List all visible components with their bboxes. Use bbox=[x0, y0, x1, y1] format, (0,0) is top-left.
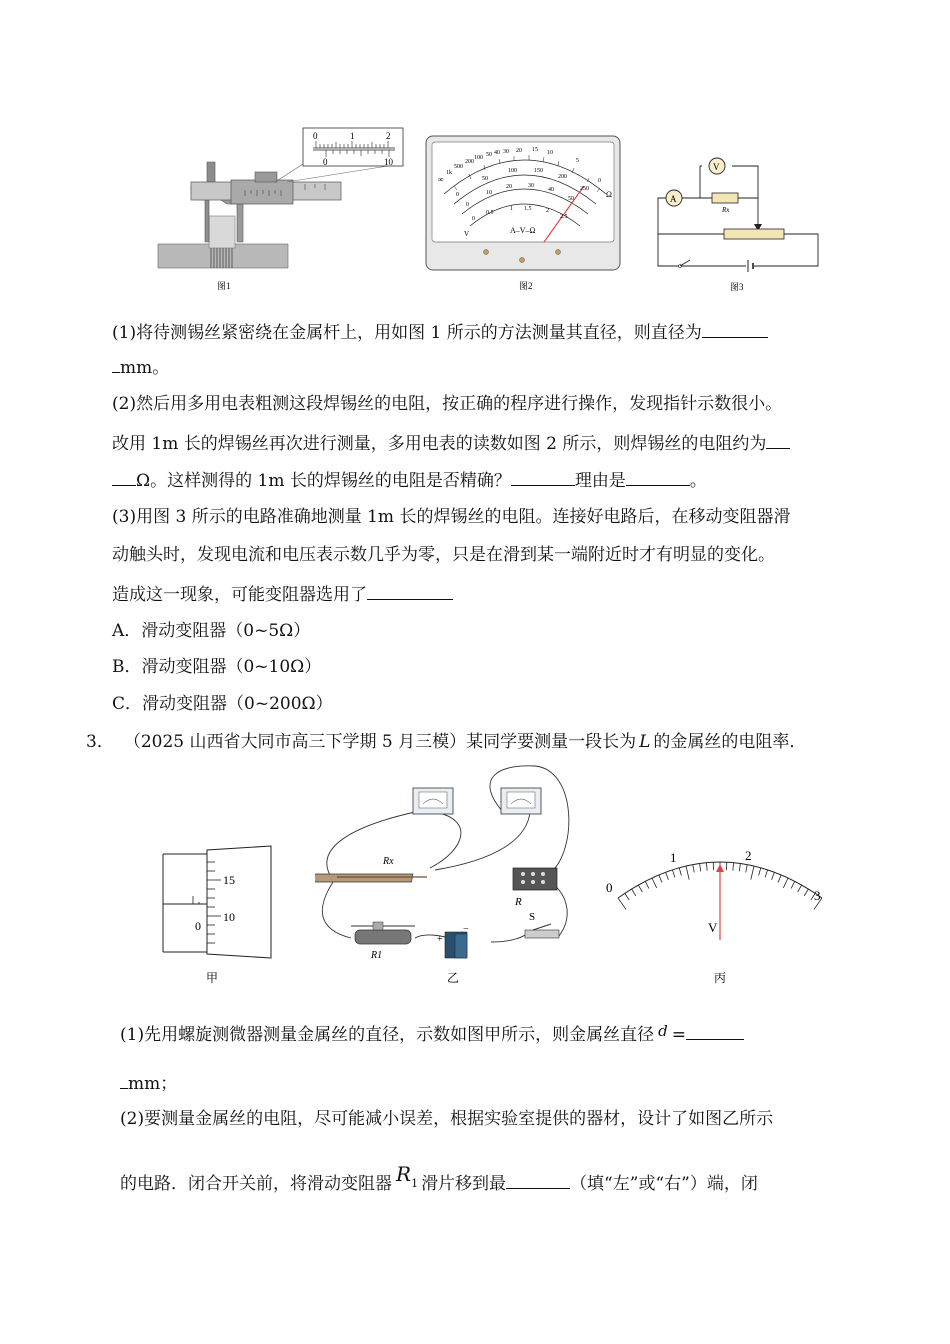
scale-tick bbox=[739, 863, 740, 871]
scale-tick bbox=[625, 893, 629, 900]
ohm-label-100: 100 bbox=[474, 155, 483, 161]
answer-blank[interactable] bbox=[511, 468, 575, 486]
voltmeter-label: V bbox=[713, 162, 720, 172]
screw-icon bbox=[556, 250, 561, 255]
omega-label: Ω bbox=[606, 190, 612, 199]
q3-p2-line1: (2)要测量金属丝的电阻，尽可能减小误差，根据实验室提供的器材，设计了如图乙所示 bbox=[120, 1109, 774, 1129]
answer-blank[interactable] bbox=[766, 431, 790, 449]
low-label: 10 bbox=[486, 190, 492, 196]
figure-jia-caption: 甲 bbox=[206, 971, 219, 985]
q3-p1-unit: mm； bbox=[128, 1074, 178, 1094]
variable-l: L bbox=[639, 732, 651, 752]
q2-p3-line1: (3)用图 3 所示的电路准确地测量 1m 长的焊锡丝的电阻。连接好电路后，在移动变阻器滑 bbox=[112, 507, 791, 527]
scale-tick bbox=[618, 898, 626, 909]
scale-top-1: 1 bbox=[350, 131, 355, 141]
q3-p1-line1 bbox=[120, 1022, 744, 1046]
option-c[interactable]: C．滑动变阻器（0~200Ω） bbox=[112, 694, 333, 714]
mode-label: A–V–Ω bbox=[510, 226, 536, 235]
scale-tick bbox=[759, 868, 761, 876]
scale-tick bbox=[778, 875, 781, 882]
rx-label: Rx bbox=[722, 206, 730, 214]
scale-tick bbox=[638, 885, 642, 892]
bottom-label: 2 bbox=[546, 208, 549, 214]
answer-blank[interactable] bbox=[626, 468, 690, 486]
q3-stem-tail: 的金属丝的电阻率． bbox=[653, 732, 807, 752]
answer-blank[interactable] bbox=[686, 1022, 744, 1040]
screw-icon bbox=[520, 258, 525, 263]
variable-d: d bbox=[658, 1022, 668, 1040]
q2-p3-line2: 动触头时，发现电流和电压表示数几乎为零，只是在滑到某一端附近时才有明显的变化。 bbox=[112, 545, 775, 565]
ohm-label-20: 20 bbox=[516, 148, 522, 154]
scale-tick bbox=[652, 878, 657, 888]
ohm-label-200: 200 bbox=[465, 159, 474, 165]
scale-tick bbox=[645, 881, 649, 888]
bottom-label: 2.5 bbox=[560, 214, 568, 220]
bottom-label: 0 bbox=[472, 216, 475, 222]
scale-tick bbox=[632, 889, 636, 896]
bottom-label: 1 bbox=[510, 206, 513, 212]
ohm-label-10: 10 bbox=[547, 150, 553, 156]
option-b[interactable]: B．滑动变阻器（0~10Ω） bbox=[112, 657, 322, 677]
jia-label-0: 0 bbox=[195, 919, 201, 933]
q2-p2-text: 改用 1m 长的焊锡丝再次进行测量，多用电表的读数如图 2 所示，则焊锡丝的电阻约为 bbox=[112, 434, 767, 454]
q2-p2-line1: (2)然后用多用电表粗测这段焊锡丝的电阻，按正确的程序进行操作，发现指针示数很小。 bbox=[112, 394, 783, 414]
scale-tick bbox=[751, 866, 754, 880]
scale-tick bbox=[706, 863, 707, 871]
figure-3-circuit bbox=[650, 152, 825, 294]
low-label: 30 bbox=[528, 183, 534, 189]
q3-p2-text: 的电路．闭合开关前，将滑动变阻器 bbox=[120, 1174, 392, 1194]
figure-yi-caption: 乙 bbox=[447, 971, 460, 985]
mid-label: 150 bbox=[534, 168, 543, 174]
v-label: V bbox=[464, 230, 470, 238]
figure-bing-caption: 丙 bbox=[714, 971, 727, 985]
scale-tick bbox=[733, 863, 734, 871]
answer-blank[interactable] bbox=[367, 582, 453, 600]
scale-tick bbox=[791, 881, 795, 888]
mid-label: 200 bbox=[558, 174, 567, 180]
q2-p1-text: (1)将待测锡丝紧密绕在金属杆上，用如图 1 所示的方法测量其直径，则直径为 bbox=[112, 323, 702, 343]
figure-1-caliper bbox=[155, 124, 415, 294]
figure-3-caption: 图3 bbox=[730, 282, 744, 292]
scale-tick bbox=[693, 865, 694, 873]
q2-p1-unit: mm。 bbox=[120, 358, 170, 378]
scale-top-2: 2 bbox=[386, 131, 391, 141]
figure-2-multimeter bbox=[424, 134, 624, 294]
option-a[interactable]: A．滑动变阻器（0~5Ω） bbox=[112, 621, 311, 641]
q2-p3-text: 造成这一现象，可能变阻器选用了 bbox=[112, 585, 367, 605]
q2-p2-line2 bbox=[112, 431, 790, 455]
scale-tick bbox=[765, 870, 768, 878]
variable-r1: R bbox=[396, 1162, 412, 1186]
q2-p2-text: 理由是 bbox=[574, 471, 626, 491]
q2-p1-line2 bbox=[112, 355, 169, 379]
ohm-label-15: 15 bbox=[532, 147, 538, 153]
minus-label: − bbox=[463, 924, 469, 935]
low-label: 40 bbox=[548, 187, 554, 193]
bing-label-0: 0 bbox=[606, 880, 613, 895]
low-label: 0 bbox=[466, 202, 469, 208]
q2-p2-text: 。 bbox=[689, 471, 707, 491]
q2-p1-line1 bbox=[112, 320, 768, 344]
figure-1-caption: 图1 bbox=[217, 281, 231, 291]
ohm-label-1k: 1k bbox=[446, 170, 452, 176]
low-label: 20 bbox=[506, 184, 512, 190]
answer-blank[interactable] bbox=[112, 468, 136, 486]
q2-p2-text: Ω。这样测得的 1m 长的焊锡丝的电阻是否精确？ bbox=[136, 471, 511, 491]
q2-p3-line3 bbox=[112, 582, 453, 606]
scale-tick bbox=[746, 865, 747, 873]
figure-jia-micrometer bbox=[155, 840, 280, 988]
scale-tick bbox=[679, 868, 681, 876]
bottom-label: 0.5 bbox=[486, 210, 494, 216]
scale-tick bbox=[686, 866, 689, 880]
bing-label-1: 1 bbox=[670, 850, 677, 865]
plus-label: + bbox=[437, 934, 443, 945]
scale-bottom-0: 0 bbox=[323, 157, 328, 167]
ohm-label-30: 30 bbox=[503, 149, 509, 155]
q2-p2-line3 bbox=[112, 468, 707, 492]
r-label: R bbox=[515, 896, 522, 908]
jia-label-10: 10 bbox=[223, 910, 235, 924]
ohm-label-500: 500 bbox=[454, 164, 463, 170]
q3-p1-line2 bbox=[120, 1071, 177, 1095]
q3-stem-text: （2025 山西省大同市高三下学期 5 月三模）某同学要测量一段长为 bbox=[123, 732, 637, 752]
screw-icon bbox=[484, 250, 489, 255]
scale-tick bbox=[700, 863, 701, 871]
scale-tick bbox=[783, 878, 788, 888]
q3-p2-line2 bbox=[120, 1162, 758, 1197]
scale-tick bbox=[672, 870, 675, 878]
q3-p2-text: 滑片移到最 bbox=[421, 1174, 507, 1194]
scale-tick bbox=[659, 875, 662, 882]
mid-label: 250 bbox=[580, 186, 589, 192]
figure-bing-scale bbox=[600, 840, 832, 988]
answer-blank[interactable] bbox=[112, 355, 120, 373]
scale-bottom-10: 10 bbox=[384, 157, 393, 167]
ammeter-label: A bbox=[670, 194, 677, 204]
bottom-label: 1.5 bbox=[524, 206, 532, 212]
ohm-label-40: 40 bbox=[494, 150, 500, 156]
ohm-label-5: 5 bbox=[576, 158, 579, 164]
figure-yi-circuit bbox=[315, 760, 580, 988]
q3-stem bbox=[86, 731, 806, 753]
scale-tick bbox=[772, 872, 775, 879]
scale-tick bbox=[666, 872, 669, 879]
figure-2-caption: 图2 bbox=[519, 281, 533, 291]
rx-label: Rx bbox=[383, 856, 394, 867]
question-number: 3． bbox=[86, 732, 114, 752]
subscript-1: 1 bbox=[411, 1177, 419, 1190]
mid-label: 100 bbox=[508, 168, 517, 174]
q3-p1-text: (1)先用螺旋测微器测量金属丝的直径，示数如图甲所示，则金属丝直径 bbox=[120, 1025, 655, 1045]
bing-label-2: 2 bbox=[745, 848, 752, 863]
ohm-label-inf: ∞ bbox=[438, 175, 444, 184]
q3-p2-text: （填“左”或“右”）端，闭 bbox=[570, 1174, 758, 1194]
equals-sign: = bbox=[671, 1025, 686, 1045]
ohm-label-50: 50 bbox=[486, 152, 492, 158]
r1-label: R1 bbox=[371, 950, 383, 961]
bing-label-3: 3 bbox=[814, 888, 821, 903]
scale-tick bbox=[798, 885, 802, 892]
jia-label-15: 15 bbox=[223, 873, 235, 887]
bing-v-label: V bbox=[708, 920, 718, 935]
mid-label: 50 bbox=[482, 176, 488, 182]
answer-blank[interactable] bbox=[120, 1071, 128, 1089]
low-label: 50 bbox=[568, 196, 574, 202]
scale-top-0: 0 bbox=[313, 131, 318, 141]
scale-tick bbox=[804, 889, 808, 896]
answer-blank[interactable] bbox=[702, 320, 768, 338]
answer-blank[interactable] bbox=[506, 1171, 570, 1189]
ohm-label-0: 0 bbox=[598, 178, 601, 184]
mid-label: 0 bbox=[456, 192, 459, 198]
switch-label: S bbox=[529, 911, 536, 923]
